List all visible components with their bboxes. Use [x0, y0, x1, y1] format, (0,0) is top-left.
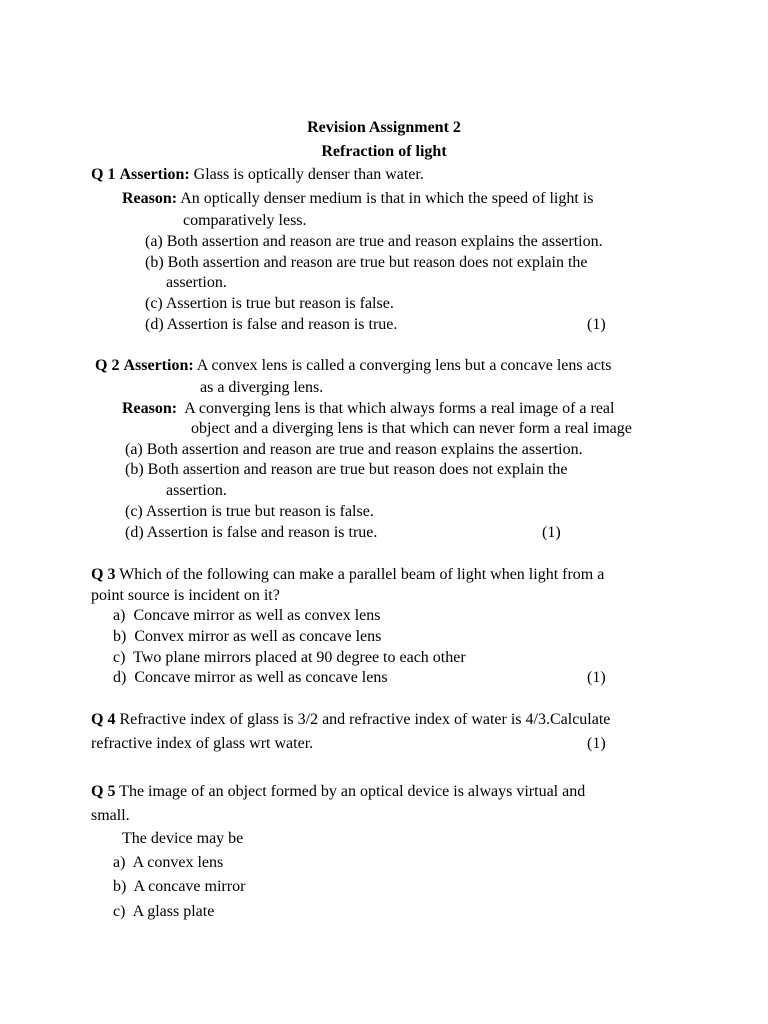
q5-option-b-letter: b) [113, 878, 127, 895]
q4-marks: (1) [587, 735, 606, 752]
q3-option-a-letter: a) [113, 607, 126, 624]
q1-reason-continued: comparatively less. [183, 212, 307, 229]
q5-option-b [113, 879, 245, 895]
q5-text-continued: small. [91, 807, 130, 824]
q5-option-a-text: A convex lens [132, 854, 224, 871]
q5-option-a-letter: a) [113, 854, 126, 871]
q4-text: Refractive index of glass is 3/2 and refractive index of water is 4/3.Calculate [119, 711, 611, 728]
q1-assertion-label: Assertion: [119, 166, 190, 183]
q3-option-a-text: Concave mirror as well as convex lens [133, 607, 381, 624]
q2-option-a: (a) Both assertion and reason are true and reason explains the assertion. [125, 441, 583, 458]
q2-option-b: (b) Both assertion and reason are true but reason does not explain the [125, 461, 568, 478]
document-subtitle: Refraction of light [321, 143, 447, 160]
q1-number: Q 1 [91, 166, 116, 183]
q5-option-c-text: A glass plate [132, 903, 215, 920]
q3-marks: (1) [587, 669, 606, 686]
q4-text-continued: refractive index of glass wrt water. [91, 735, 314, 752]
q3-text-continued: point source is incident on it? [91, 587, 280, 604]
q5-text-line [91, 784, 585, 800]
q2-assertion-label: Assertion: [123, 357, 194, 374]
q3-number: Q 3 [91, 566, 116, 583]
q3-option-c [113, 650, 466, 666]
q2-reason-text: A converging lens is that which always forms a real image of a real [184, 400, 615, 417]
q1-assertion-text: Glass is optically denser than water. [193, 166, 424, 183]
q1-option-c: (c) Assertion is true but reason is false. [145, 295, 394, 312]
q2-assertion-text: A convex lens is called a converging lens but a concave lens acts [196, 357, 612, 374]
q5-option-c [113, 904, 214, 920]
q4-text-line [91, 712, 610, 728]
q5-option-b-text: A concave mirror [133, 878, 246, 895]
q3-text-line [91, 567, 604, 583]
q3-option-c-letter: c) [113, 649, 126, 666]
q3-text: Which of the following can make a parallel beam of light when light from a [119, 566, 605, 583]
q3-option-b-text: Convex mirror as well as concave lens [134, 628, 382, 645]
q2-assertion-continued: as a diverging lens. [200, 379, 324, 396]
q2-reason-continued: object and a diverging lens is that which can never form a real image [191, 420, 632, 437]
q5-option-a [113, 855, 223, 871]
q3-option-b [113, 629, 381, 645]
q2-option-d: (d) Assertion is false and reason is true. [125, 524, 378, 541]
q1-reason-line [122, 191, 594, 207]
q1-reason-text: An optically denser medium is that in which the speed of light is [180, 190, 594, 207]
q2-reason-label: Reason: [122, 400, 178, 417]
q3-option-b-letter: b) [113, 628, 127, 645]
q2-assertion-line [95, 358, 611, 374]
q2-marks: (1) [542, 524, 561, 541]
q3-option-d [113, 670, 388, 686]
q5-number: Q 5 [91, 783, 116, 800]
q1-option-b: (b) Both assertion and reason are true but reason does not explain the [145, 254, 588, 271]
q2-option-c: (c) Assertion is true but reason is false. [125, 503, 374, 520]
q5-prompt: The device may be [122, 830, 244, 847]
q5-text: The image of an object formed by an optical device is always virtual and [119, 783, 586, 800]
q3-option-c-text: Two plane mirrors placed at 90 degree to each other [133, 649, 466, 666]
q1-marks: (1) [587, 316, 606, 333]
document-title: Revision Assignment 2 [307, 119, 461, 136]
q2-option-b-continued: assertion. [166, 482, 227, 499]
q3-option-d-letter: d) [113, 669, 127, 686]
q2-reason-line [122, 401, 614, 417]
q5-option-c-letter: c) [113, 903, 126, 920]
q4-number: Q 4 [91, 711, 116, 728]
q1-option-a: (a) Both assertion and reason are true and reason explains the assertion. [145, 233, 603, 250]
q3-option-a [113, 608, 380, 624]
q1-reason-label: Reason: [122, 190, 178, 207]
q1-option-d: (d) Assertion is false and reason is true. [145, 316, 398, 333]
q2-number: Q 2 [95, 357, 120, 374]
q1-option-b-continued: assertion. [166, 274, 227, 291]
q1-assertion-line [91, 167, 424, 183]
q3-option-d-text: Concave mirror as well as concave lens [134, 669, 388, 686]
